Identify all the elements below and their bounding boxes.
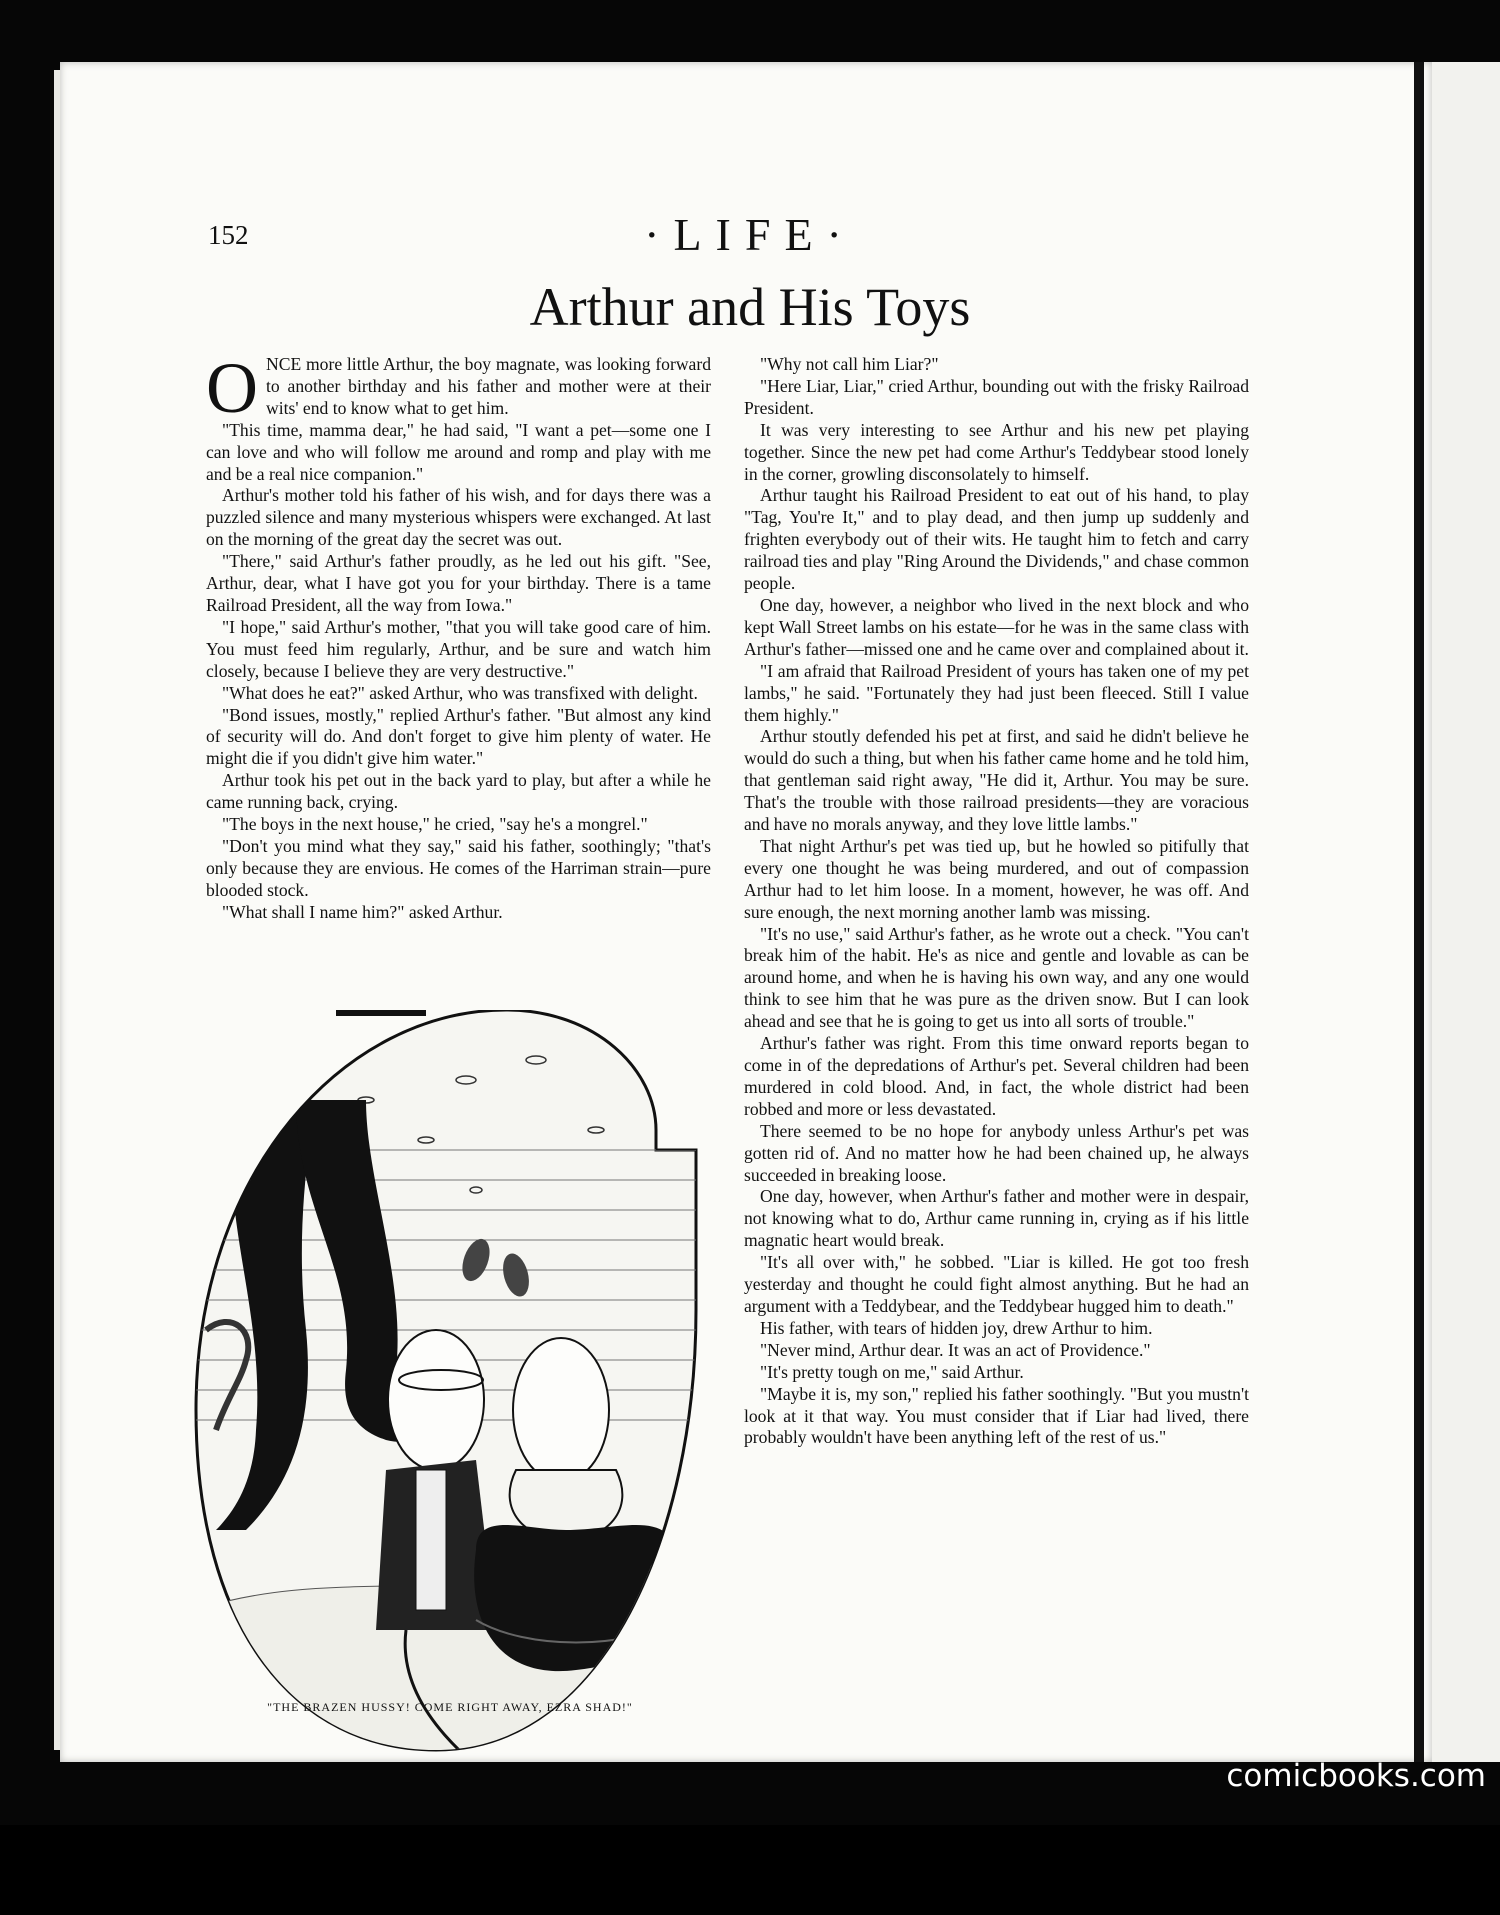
paragraph: His father, with tears of hidden joy, drew Arthur to him. (760, 1317, 1153, 1338)
paragraph: Arthur took his pet out in the back yard to play, but after a while he came running back, crying. (206, 770, 711, 813)
paragraph: One day, however, when Arthur's father and mother were in despair, not knowing what to do, Arthur came running in, crying as if his little magnatic heart would break. (744, 1186, 1249, 1251)
paragraph: "I hope," said Arthur's mother, "that you will take good care of him. You must feed him regularly, Arthur, and be sure and watch him closely, because I believe they are very destructive." (206, 616, 711, 681)
paragraph: "There," said Arthur's father proudly, as he led out his gift. "See, Arthur, dear, what I have got you for your birthday. There is a tame Railroad President, all the way from Iowa." (206, 551, 711, 615)
paragraph: It was very interesting to see Arthur and his new pet playing together. Since the new pet had come Arthur's Teddybear stood lonely in the corner, growling disconsolately to himself. (744, 419, 1249, 484)
watermark: comicbooks.com (1226, 1758, 1486, 1794)
paragraph: "It's no use," said Arthur's father, as he wrote out a check. "You can't break him of the habit. He's as nice and gentle and lovable as can be around home, and when he is having his own way, and any one would think to see him that he was pure as the driven snow. But I can look ahead and see that he is going to get us into all sorts of trouble." (744, 923, 1249, 1032)
paragraph: "What shall I name him?" asked Arthur. (222, 901, 503, 922)
paragraph: "What does he eat?" asked Arthur, who was transfixed with delight. (222, 682, 698, 703)
illustration-drawing (176, 1010, 716, 1910)
page-number: 152 (208, 220, 249, 250)
paragraph: "The boys in the next house," he cried, "say he's a mongrel." (222, 814, 648, 835)
paragraph: There seemed to be no hope for anybody unless Arthur's pet was gotten rid of. And no matter how he had been chained up, he always succeeded in breaking loose. (744, 1120, 1249, 1185)
paragraph: "It's pretty tough on me," said Arthur. (760, 1361, 1024, 1382)
paragraph: "Bond issues, mostly," replied Arthur's father. "But almost any kind of security will do. And don't forget to give him plenty of water. He might die if you didn't give him water." (206, 704, 711, 769)
next-page-edge (1420, 62, 1500, 1762)
article-title: Arthur and His Toys (529, 277, 971, 337)
paragraph: Arthur's father was right. From this time onward reports began to come in of the depredations of Arthur's pet. Several children had been murdered in cold blood. And, in fact, the whole district had been robbed and more or less devastated. (744, 1033, 1249, 1119)
paragraph: "Maybe it is, my son," replied his father soothingly. "But you mustn't look at it that way. You must consider that if Liar had lived, there probably wouldn't have been anything left of the rest of us." (744, 1383, 1249, 1448)
paragraph: "Here Liar, Liar," cried Arthur, bounding out with the frisky Railroad President. (744, 375, 1249, 418)
drop-cap: O (206, 348, 258, 428)
illustration-caption: "THE BRAZEN HUSSY! COME RIGHT AWAY, EZRA SHAD!" (267, 1700, 633, 1714)
paragraph: Arthur taught his Railroad President to eat out of his hand, to play "Tag, You're It," and to play dead, and then jump up suddenly and frighten everybody out of their wits. He taught him to fetch and carry railroad ties and play "Ring Around the Dividends," and chase common people. (744, 485, 1249, 594)
masthead: ·LIFE· (644, 209, 856, 260)
paragraph: "Why not call him Liar?" (760, 354, 939, 374)
opening-paragraph: ONCE more little Arthur, the boy magnate, was looking forward to another birthday and his father and mother were at their wits' end to know what to get him. (206, 348, 711, 428)
paragraph: "This time, mamma dear," he had said, "I want a pet—some one I can love and who will follow me around and romp and play with me and be a real nice companion." (206, 419, 711, 484)
paragraph: "Never mind, Arthur dear. It was an act of Providence." (760, 1339, 1151, 1360)
gutter-shadow (1414, 62, 1424, 1762)
right-column (744, 354, 1249, 1449)
paragraph: One day, however, a neighbor who lived in the next block and who kept Wall Street lambs on his estate—for he was in the same class with Arthur's father—missed one and he came over and complained about it. (744, 594, 1249, 659)
paragraph: "It's all over with," he sobbed. "Liar is killed. He got too fresh yesterday and thought he could fight almost anything. But he had an argument with a Teddybear, and the Teddybear hugged him to death." (744, 1252, 1249, 1316)
paragraph: Arthur's mother told his father of his wish, and for days there was a puzzled silence and many mysterious whispers were exchanged. At last on the morning of the great day the secret was out. (206, 485, 711, 550)
paragraph: "Don't you mind what they say," said his father, soothingly; "that's only because they are envious. He comes of the Harriman strain—pure blooded stock. (206, 835, 711, 900)
left-column (206, 348, 711, 924)
illustration (176, 1010, 716, 1900)
paragraph: That night Arthur's pet was tied up, but he howled so pitifully that every one thought he was being murdered, and out of compassion Arthur had to let him loose. In a moment, however, he was off. And sure enough, the next morning another lamb was missing. (744, 835, 1249, 922)
paragraph: "I am afraid that Railroad President of yours has taken one of my pet lambs," he said. "Fortunately they had just been fleeced. Still I value them highly." (744, 660, 1249, 725)
paragraph: Arthur stoutly defended his pet at first, and said he didn't believe he would do such a thing, but when his father came home and he told him, that gentleman said right away, "He did it, Arthur. You may be sure. That's the trouble with those railroad presidents—they are voracious and have no morals anyway, and they love little lambs." (744, 726, 1249, 835)
